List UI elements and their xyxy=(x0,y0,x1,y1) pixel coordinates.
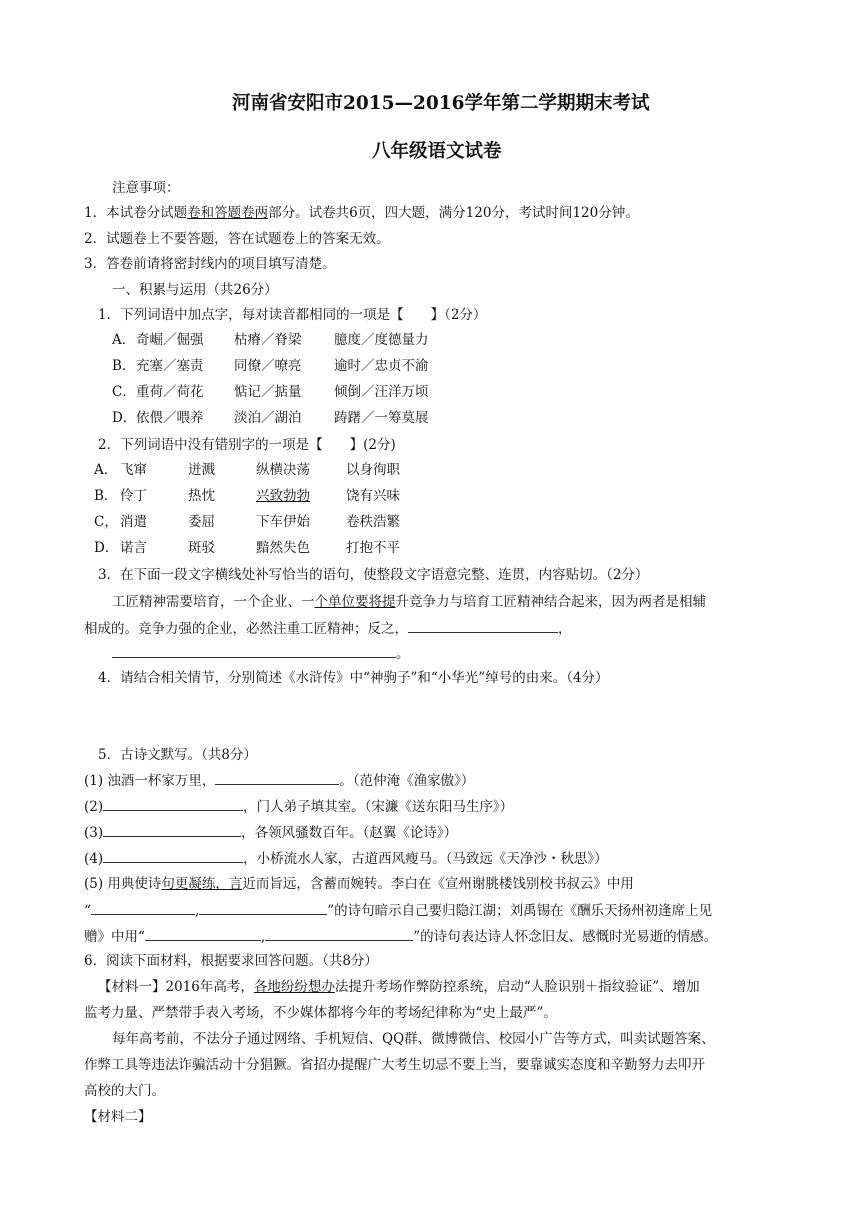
option-cell: 以身徇职 xyxy=(346,462,400,478)
q5-l7-c: ”的诗句表达诗人怀念旧友、感慨时光易逝的情感。 xyxy=(413,929,718,945)
q6-material-1-line-2: 监考力量、严禁带手表入考场，不少媒体都将今年的考场纪律称为“史上最严”。 xyxy=(84,1005,557,1021)
option-label: C． xyxy=(112,384,136,400)
option-cell: 充塞／塞责 xyxy=(136,358,204,374)
q6-material-2-heading: 【材料二】 xyxy=(84,1109,152,1125)
answer-blank[interactable] xyxy=(215,770,339,785)
q3-p1-c: 升竞争力与培育工匠精神结合起来，因为两者是相辅 xyxy=(395,594,706,610)
answer-blank[interactable] xyxy=(408,618,558,633)
q5-l1-a: (1) 浊酒一杯家万里， xyxy=(84,773,216,789)
notice-item-1-c: 部分。试卷共6页，四大题，满分120分，考试时间120分钟。 xyxy=(268,205,639,221)
answer-blank[interactable] xyxy=(91,900,195,915)
q5-l1-b: 。（范仲淹《渔家傲》） xyxy=(339,773,475,789)
option-cell: 枯瘠／脊梁 xyxy=(234,332,302,348)
page-title: 河南省安阳市2015—2016学年第二学期期末考试 xyxy=(232,93,650,114)
option-cell: 兴致勃勃 xyxy=(256,488,310,504)
option-cell: 逾时／忠贞不渝 xyxy=(334,358,429,374)
q5-l3-a: (3) xyxy=(84,825,104,841)
q5-line-2 xyxy=(84,796,513,817)
option-cell: 打抱不平 xyxy=(346,540,400,556)
option-label: B． xyxy=(94,488,118,504)
option-cell: 热忱 xyxy=(188,488,215,504)
answer-blank[interactable] xyxy=(145,926,261,941)
q5-l2-a: (2) xyxy=(84,799,104,815)
q5-line-4 xyxy=(84,848,608,869)
option-label: D． xyxy=(94,540,119,556)
q3-paragraph-line-2 xyxy=(84,618,572,639)
q3-p2-b: ， xyxy=(558,621,572,637)
q5-stem: 5．古诗文默写。（共8分） xyxy=(98,747,257,763)
option-cell: 重荷／荷花 xyxy=(136,384,204,400)
q5-l5-a: (5) 用典使诗 xyxy=(84,876,162,892)
q5-line-7 xyxy=(84,926,717,947)
option-cell: 下车伊始 xyxy=(256,514,310,530)
answer-blank[interactable] xyxy=(199,900,327,915)
notice-item-1-a: 1．本试卷分试题 xyxy=(84,205,188,221)
q5-l2-b: ，门人弟子填其室。（宋濂《送东阳马生序》） xyxy=(243,799,514,815)
q3-stem: 3．在下面一段文字横线处补写恰当的语句，使整段文字语意完整、连贯，内容贴切。（2分） xyxy=(98,567,649,583)
answer-blank[interactable] xyxy=(265,926,413,941)
option-cell: 卷秩浩繁 xyxy=(346,514,400,530)
option-cell: 飞窜 xyxy=(120,462,147,478)
option-cell: 纵横决荡 xyxy=(256,462,310,478)
q6-stem: 6．阅读下面材料，根据要求回答问题。（共8分） xyxy=(84,953,378,969)
option-label: D． xyxy=(112,410,137,426)
answer-blank[interactable] xyxy=(103,848,243,863)
notice-item-2: 2．试题卷上不要答题，答在试题卷上的答案无效。 xyxy=(84,231,390,247)
option-cell: 倾倒／汪洋万顷 xyxy=(334,384,429,400)
q6-material-1-line-5: 高校的大门。 xyxy=(84,1083,165,1099)
option-cell: 奇崛／倔强 xyxy=(136,332,204,348)
option-label: A． xyxy=(94,462,118,478)
q5-l5-c: 近而旨远，含蓄而婉转。李白在《宣州谢朓楼饯别校书叔云》中用 xyxy=(242,876,634,892)
q6-m1-underlined: 各地纷纷想办 xyxy=(253,979,335,995)
q5-l7-a: 赠》中用“ xyxy=(84,929,145,945)
q5-l4-a: (4) xyxy=(84,851,104,867)
q5-line-1 xyxy=(84,770,474,791)
option-cell: 饶有兴味 xyxy=(346,488,400,504)
q3-paragraph-line-3 xyxy=(112,643,410,664)
answer-blank[interactable] xyxy=(103,796,243,811)
q4-stem: 4．请结合相关情节，分别简述《水浒传》中“神驹子”和“小华光”绰号的由来。（4分） xyxy=(98,670,609,686)
option-cell: 黯然失色 xyxy=(256,540,310,556)
option-cell: 伶丁 xyxy=(120,488,147,504)
q5-line-5 xyxy=(84,874,634,894)
q3-p2-a: 相成的。竞争力强的企业，必然注重工匠精神；反之， xyxy=(84,621,408,637)
q6-material-1-line-1 xyxy=(98,977,700,997)
q5-l4-b: ，小桥流水人家，古道西风瘦马。（马致远《天净沙・秋思》） xyxy=(243,851,608,867)
q5-l3-b: ，各领风骚数百年。（赵翼《论诗》） xyxy=(241,825,458,841)
q5-l7-b: , xyxy=(260,929,266,945)
q2-stem: 2．下列词语中没有错别字的一项是【 】(2分) xyxy=(98,437,396,453)
q3-p1-a: 工匠精神需要培育，一个企业、一 xyxy=(112,594,315,610)
option-cell: 迸溅 xyxy=(188,462,215,478)
q5-l6-c: ”的诗句暗示自己要归隐江湖；刘禹锡在《酬乐天扬州初逢席上见 xyxy=(327,903,713,919)
notice-item-3: 3．答卷前请将密封线内的项目填写清楚。 xyxy=(84,256,336,272)
q5-l5-underlined: 句更凝练，言 xyxy=(161,876,243,892)
q3-paragraph-line-1 xyxy=(112,592,706,612)
q5-line-3 xyxy=(84,822,457,843)
option-cell: 淡泊／湖泊 xyxy=(234,410,302,426)
notice-heading: 注意事项： xyxy=(112,180,180,196)
page-subtitle: 八年级语文试卷 xyxy=(372,141,502,162)
notice-item-1-underlined: 卷和答题卷两 xyxy=(187,205,269,221)
answer-blank[interactable] xyxy=(103,822,241,837)
q1-stem: 1．下列词语中加点字，每对读音都相同的一项是【 】（2分） xyxy=(98,307,487,323)
q5-l6-b: , xyxy=(194,903,200,919)
q6-m1-c: 法提升考场作弊防控系统，启动“人脸识别＋指纹验证”、增加 xyxy=(334,979,700,995)
option-cell: 踌躇／一筹莫展 xyxy=(334,410,429,426)
option-label: B． xyxy=(112,358,136,374)
option-cell: 依偎／喂养 xyxy=(136,410,204,426)
q5-l6-a: “ xyxy=(84,903,91,919)
q3-p3-end: 。 xyxy=(396,646,410,662)
q6-material-1-line-4: 作弊工具等违法诈骗活动十分猖獗。省招办提醒广大考生切忌不要上当，要靠诚实态度和辛勤努力去叩开 xyxy=(84,1057,705,1073)
notice-item-1 xyxy=(84,203,639,223)
answer-blank[interactable] xyxy=(112,643,396,658)
option-cell: 臆度／度德量力 xyxy=(334,332,429,348)
option-cell: 委屈 xyxy=(188,514,215,530)
option-cell: 诺言 xyxy=(120,540,147,556)
q6-m1-a: 【材料一】2016年高考， xyxy=(98,979,254,995)
option-label: C， xyxy=(94,514,118,530)
option-cell: 消遣 xyxy=(120,514,147,530)
q6-material-1-line-3: 每年高考前，不法分子通过网络、手机短信、QQ群、微博微信、校园小广告等方式，叫卖试题答案、 xyxy=(112,1031,715,1047)
section-1-heading: 一、积累与运用（共26分） xyxy=(112,282,278,298)
q3-p1-underlined: 个单位要将提 xyxy=(314,594,396,610)
option-cell: 斑驳 xyxy=(188,540,215,556)
q5-line-6 xyxy=(84,900,712,921)
option-cell: 同僚／嘹亮 xyxy=(234,358,302,374)
option-label: A． xyxy=(112,332,136,348)
option-cell: 惦记／掂量 xyxy=(234,384,302,400)
